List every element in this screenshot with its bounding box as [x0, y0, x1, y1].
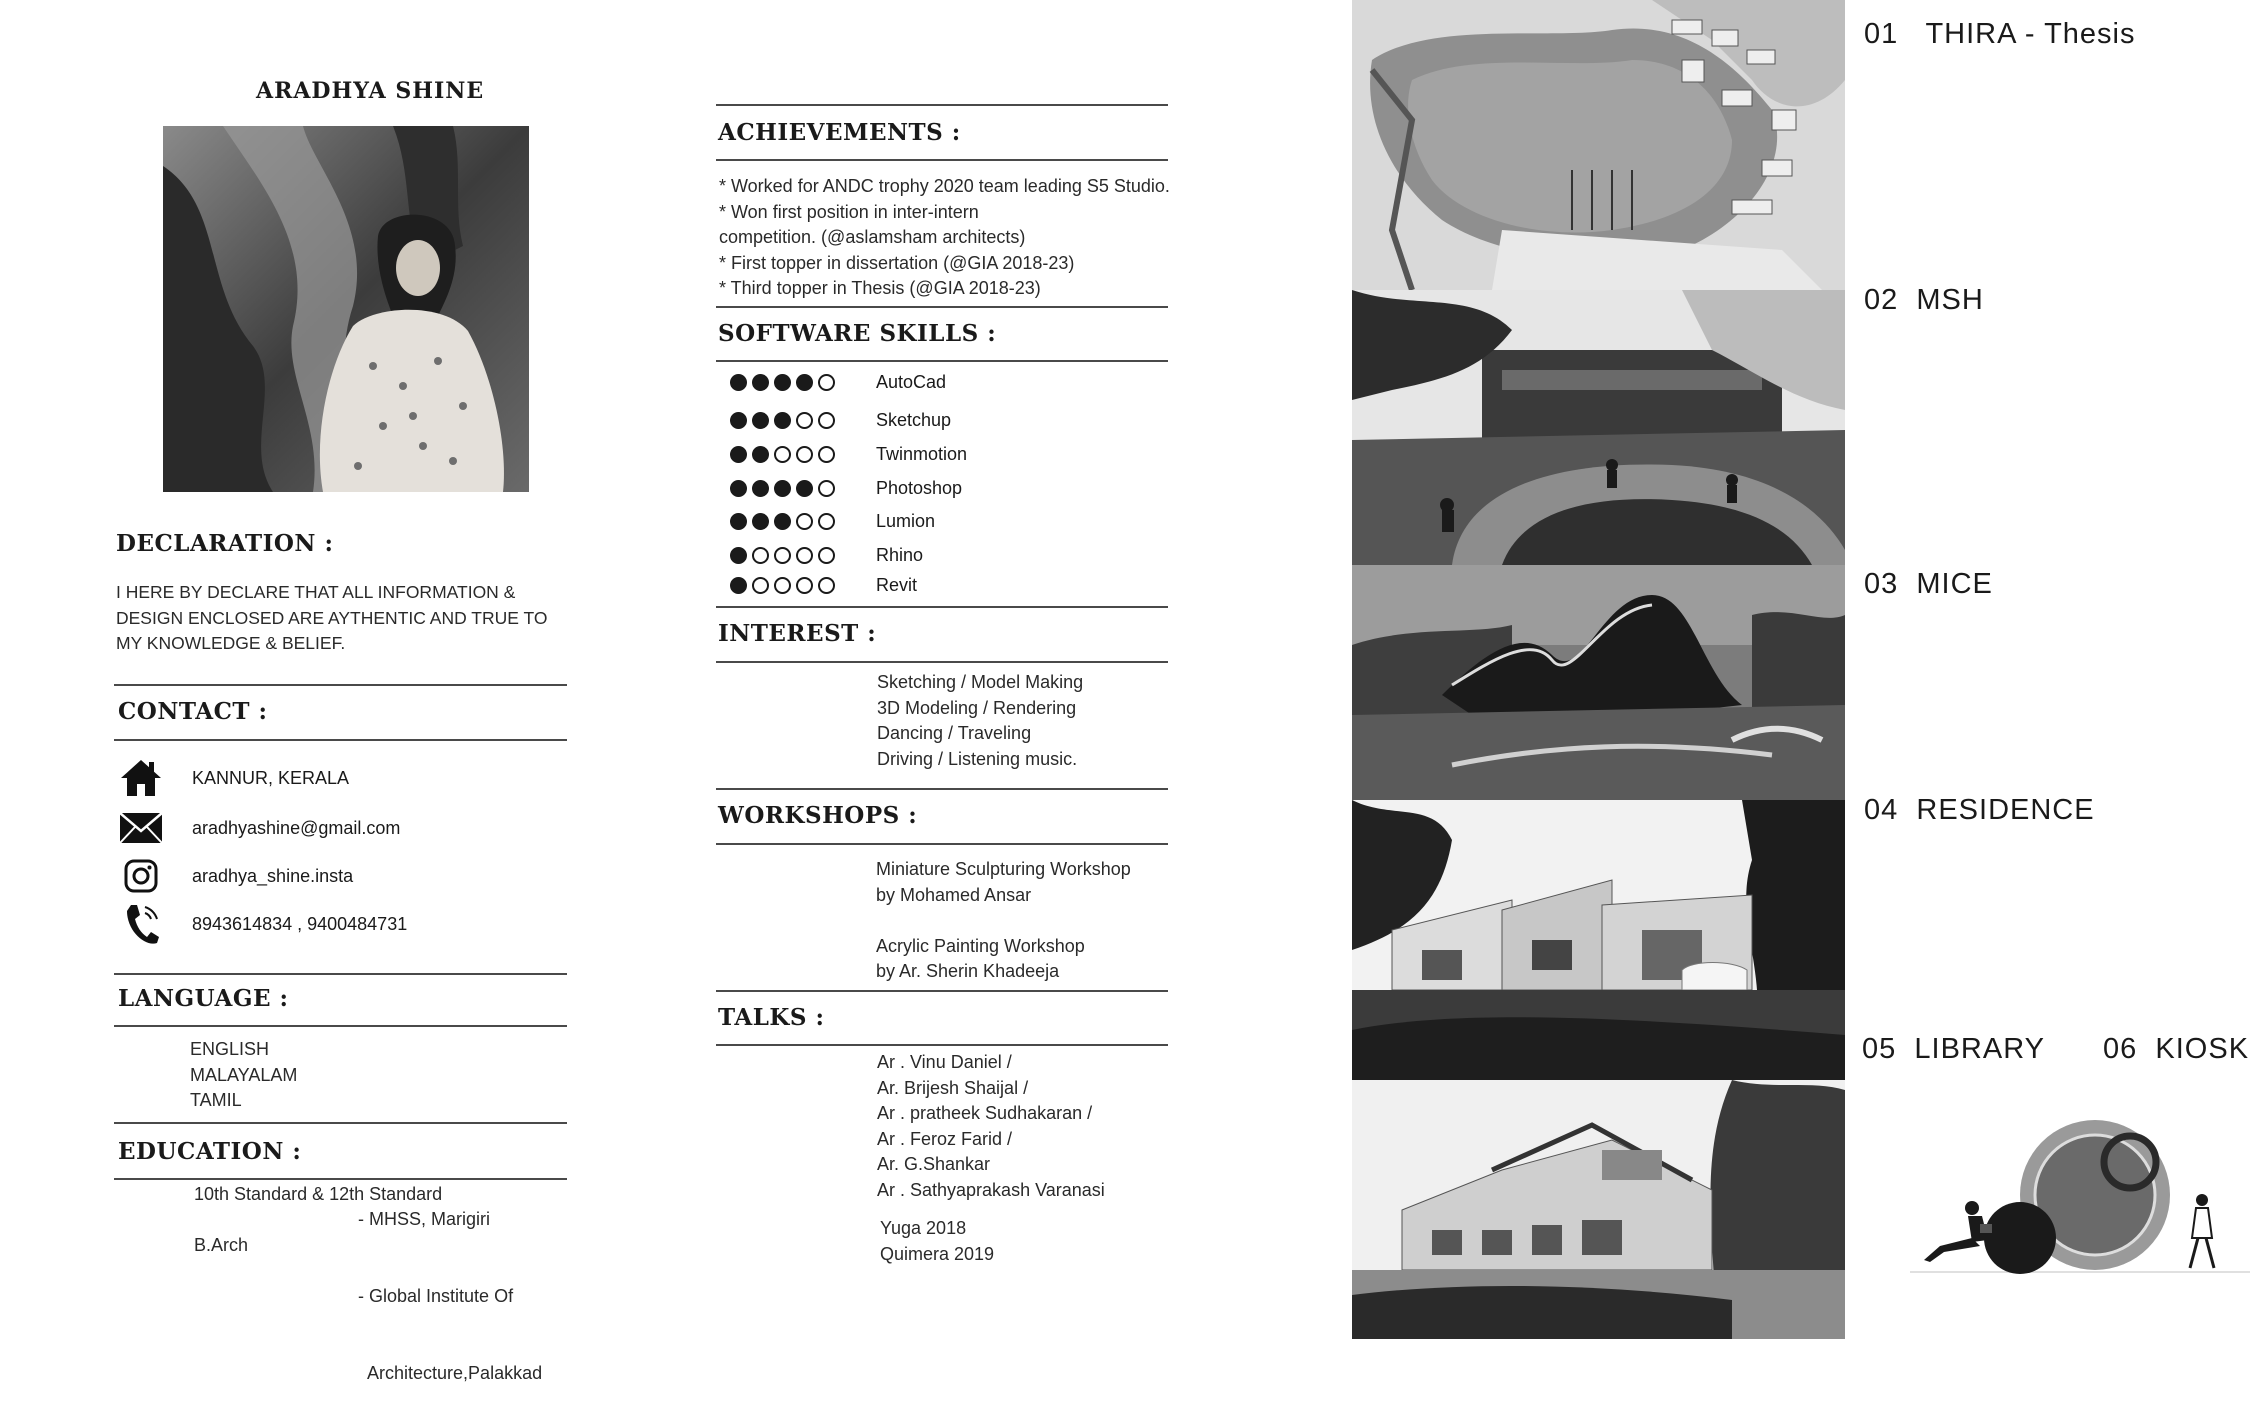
talk-event: Quimera 2019	[880, 1243, 995, 1264]
skill-row	[730, 442, 968, 466]
divider	[114, 1122, 567, 1124]
rating-dot-filled	[730, 577, 747, 594]
project-image-library[interactable]	[1352, 1080, 1845, 1339]
interest-item: Driving / Listening music.	[877, 748, 1078, 769]
language-item: MALAYALAM	[190, 1064, 298, 1085]
skills-heading: SOFTWARE SKILLS :	[718, 320, 997, 347]
achievement-line: * Won first position in inter-intern	[719, 201, 979, 222]
skill-name: Twinmotion	[876, 443, 968, 464]
skill-name: Revit	[876, 574, 918, 595]
project-name: LIBRARY	[1914, 1033, 2045, 1065]
interest-item: Sketching / Model Making	[877, 672, 1084, 692]
contact-location	[118, 758, 350, 798]
rating-dot-empty	[818, 577, 835, 594]
contact-instagram[interactable]	[118, 856, 354, 896]
rating-dot-filled	[752, 446, 769, 463]
rating-dot-empty	[818, 547, 835, 564]
kiosk-illustration[interactable]	[1910, 1120, 2250, 1280]
divider	[716, 306, 1168, 308]
skill-rating	[730, 412, 860, 429]
divider	[716, 990, 1168, 992]
achievement-line: * First topper in dissertation (@GIA 2018-23)	[719, 252, 1075, 273]
contact-email-text[interactable]: aradhyashine@gmail.com	[192, 817, 401, 838]
project-number: 04	[1864, 794, 1899, 826]
language-item: ENGLISH	[190, 1039, 270, 1059]
rating-dot-empty	[796, 513, 813, 530]
talk-event: Yuga 2018	[880, 1218, 967, 1238]
project-image-mice[interactable]	[1352, 565, 1845, 800]
achievements-list	[719, 174, 1170, 302]
rating-dot-empty	[752, 577, 769, 594]
rating-dot-filled	[774, 374, 791, 391]
skill-rating	[730, 513, 860, 530]
project-image-thira[interactable]	[1352, 0, 1845, 290]
project-number: 01	[1864, 18, 1899, 50]
education-degree-2: B.Arch	[194, 1235, 249, 1255]
rating-dot-empty	[774, 547, 791, 564]
achievement-line: * Worked for ANDC trophy 2020 team leading S5 Studio.	[719, 176, 1170, 196]
divider	[114, 973, 567, 975]
phone-icon	[118, 904, 164, 944]
talk-line: Ar . pratheek Sudhakaran /	[877, 1103, 1093, 1123]
skill-row	[730, 509, 936, 533]
language-list	[190, 1037, 297, 1114]
rating-dot-empty	[818, 374, 835, 391]
contact-heading: CONTACT :	[118, 698, 268, 725]
rating-dot-filled	[796, 374, 813, 391]
rating-dot-filled	[774, 480, 791, 497]
workshops-heading: WORKSHOPS :	[718, 802, 918, 829]
talk-line: Ar. G.Shankar	[877, 1154, 991, 1174]
talk-line: Ar . Feroz Farid /	[877, 1128, 1013, 1149]
skill-rating	[730, 577, 860, 594]
project-name: RESIDENCE	[1916, 794, 2095, 826]
language-heading: LANGUAGE :	[118, 985, 289, 1012]
workshop-spacer	[876, 908, 1131, 934]
instagram-icon	[118, 856, 164, 896]
talk-line: Ar . Vinu Daniel /	[877, 1052, 1012, 1072]
project-title-thira[interactable]	[1864, 18, 2136, 51]
divider	[716, 606, 1168, 608]
divider	[716, 788, 1168, 790]
rating-dot-filled	[774, 513, 791, 530]
rating-dot-empty	[796, 412, 813, 429]
project-number: 02	[1864, 284, 1899, 316]
contact-location-text: KANNUR, KERALA	[192, 767, 350, 788]
interest-heading: INTEREST :	[718, 620, 877, 647]
rating-dot-empty	[796, 446, 813, 463]
talk-line: Ar. Brijesh Shaijal /	[877, 1077, 1029, 1098]
project-number: 05	[1862, 1033, 1897, 1065]
declaration-text	[116, 580, 547, 657]
skill-name: Rhino	[876, 544, 924, 565]
education-degree-1: 10th Standard & 12th Standard	[194, 1184, 443, 1204]
skill-rating	[730, 480, 860, 497]
divider	[114, 1178, 567, 1180]
skill-name: AutoCad	[876, 371, 947, 392]
rating-dot-filled	[796, 480, 813, 497]
divider	[114, 684, 567, 686]
divider	[716, 1044, 1168, 1046]
skill-rating	[730, 547, 860, 564]
talks-events	[880, 1216, 994, 1267]
rating-dot-filled	[730, 480, 747, 497]
rating-dot-filled	[730, 513, 747, 530]
skill-name: Sketchup	[876, 409, 952, 430]
rating-dot-filled	[730, 446, 747, 463]
divider	[114, 1025, 567, 1027]
project-name: MICE	[1916, 568, 1993, 600]
divider	[716, 159, 1168, 161]
achievement-line: * Third topper in Thesis (@GIA 2018-23)	[719, 278, 1041, 298]
workshop-line: Acrylic Painting Workshop	[876, 935, 1085, 956]
rating-dot-filled	[752, 513, 769, 530]
declaration-line: MY KNOWLEDGE & BELIEF.	[116, 633, 346, 653]
skill-row	[730, 573, 918, 597]
rating-dot-empty	[818, 480, 835, 497]
project-title-library[interactable]	[1862, 1033, 2045, 1066]
talks-list	[877, 1050, 1105, 1203]
declaration-line: I HERE BY DECLARE THAT ALL INFORMATION &	[116, 582, 516, 602]
interest-item: Dancing / Traveling	[877, 723, 1032, 743]
skill-name: Lumion	[876, 510, 936, 531]
contact-phone-text[interactable]: 8943614834 , 9400484731	[192, 913, 408, 934]
project-title-kiosk[interactable]	[2103, 1033, 2249, 1066]
skill-row	[730, 476, 963, 500]
project-title-mice[interactable]	[1864, 568, 1993, 601]
rating-dot-filled	[730, 412, 747, 429]
divider	[716, 843, 1168, 845]
skill-name: Photoshop	[876, 477, 963, 498]
contact-instagram-text[interactable]: aradhya_shine.insta	[192, 865, 354, 886]
profile-photo	[163, 126, 529, 492]
mail-icon	[118, 808, 164, 848]
project-name: KIOSK	[2155, 1033, 2250, 1065]
education-inst-line: - Global Institute Of	[358, 1286, 514, 1306]
rating-dot-empty	[818, 412, 835, 429]
rating-dot-empty	[796, 577, 813, 594]
talks-heading: TALKS :	[718, 1004, 825, 1031]
skill-row	[730, 370, 947, 394]
skill-row	[730, 543, 924, 567]
workshop-line: by Mohamed Ansar	[876, 884, 1032, 905]
project-name: THIRA - Thesis	[1925, 18, 2136, 50]
declaration-line: DESIGN ENCLOSED ARE AYTHENTIC AND TRUE TO	[116, 607, 548, 628]
education-inst-1: - MHSS, Marigiri	[358, 1209, 491, 1229]
divider	[716, 360, 1168, 362]
talk-line: Ar . Sathyaprakash Varanasi	[877, 1179, 1105, 1200]
rating-dot-filled	[730, 374, 747, 391]
project-number: 03	[1864, 568, 1899, 600]
project-number: 06	[2103, 1033, 2138, 1065]
rating-dot-filled	[752, 412, 769, 429]
skill-rating	[730, 374, 860, 391]
skill-row	[730, 408, 952, 432]
rating-dot-empty	[752, 547, 769, 564]
language-item: TAMIL	[190, 1090, 242, 1110]
rating-dot-empty	[774, 446, 791, 463]
rating-dot-filled	[752, 374, 769, 391]
interest-item: 3D Modeling / Rendering	[877, 697, 1077, 718]
project-title-msh[interactable]	[1864, 284, 1984, 317]
rating-dot-empty	[796, 547, 813, 564]
home-icon	[118, 758, 164, 798]
workshop-line: by Ar. Sherin Khadeeja	[876, 961, 1060, 981]
achievement-line: competition. (@aslamsham architects)	[719, 227, 1026, 247]
project-title-residence[interactable]	[1864, 794, 2095, 827]
education-inst-2	[358, 1233, 542, 1412]
rating-dot-empty	[818, 446, 835, 463]
profile-name: ARADHYA SHINE	[256, 78, 485, 104]
education-inst-line: Architecture,Palakkad	[358, 1362, 543, 1383]
contact-email[interactable]	[118, 808, 401, 848]
education-heading: EDUCATION :	[118, 1138, 302, 1165]
interest-list	[877, 670, 1083, 772]
divider	[716, 104, 1168, 106]
contact-phone[interactable]	[118, 904, 408, 944]
achievements-heading: ACHIEVEMENTS :	[718, 119, 961, 146]
rating-dot-empty	[774, 577, 791, 594]
divider	[114, 739, 567, 741]
project-image-residence[interactable]	[1352, 800, 1845, 1080]
rating-dot-filled	[730, 547, 747, 564]
project-name: MSH	[1916, 284, 1984, 316]
declaration-heading: DECLARATION :	[116, 530, 334, 557]
rating-dot-empty	[818, 513, 835, 530]
project-image-msh[interactable]	[1352, 290, 1845, 565]
divider	[716, 661, 1168, 663]
workshop-line: Miniature Sculpturing Workshop	[876, 859, 1131, 879]
rating-dot-filled	[752, 480, 769, 497]
skill-rating	[730, 446, 860, 463]
rating-dot-filled	[774, 412, 791, 429]
workshops-list	[876, 857, 1131, 985]
